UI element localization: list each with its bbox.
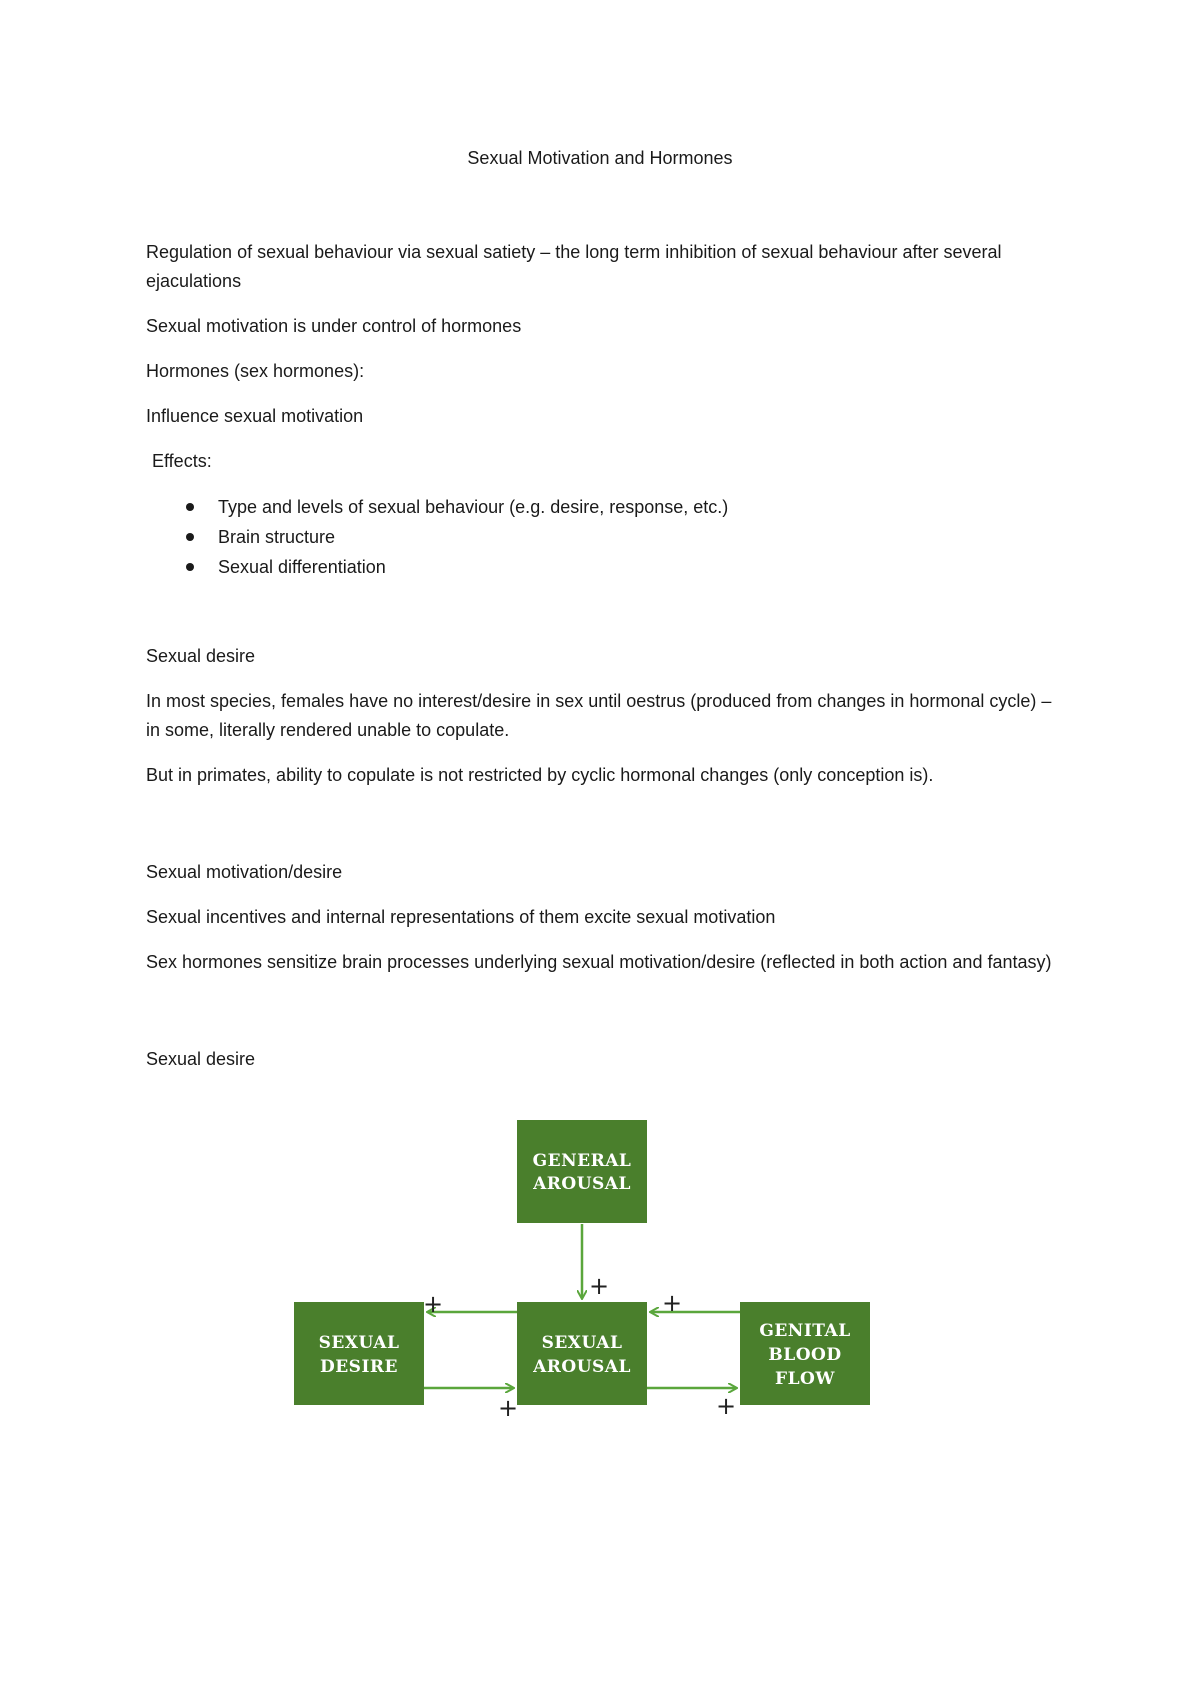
list-item: Brain structure	[218, 522, 1066, 552]
svg-text:BLOOD: BLOOD	[768, 1345, 842, 1365]
svg-text:GENITAL: GENITAL	[759, 1321, 851, 1341]
box-sexual-desire	[294, 1302, 424, 1405]
box-genital-blood-flow	[740, 1302, 870, 1405]
plus-sign: +	[716, 1392, 737, 1420]
paragraph-effects: Effects:	[152, 451, 212, 471]
svg-text:DESIRE: DESIRE	[319, 1357, 399, 1377]
list-item: Type and levels of sexual behaviour (e.g. desire, response, etc.)	[218, 492, 1066, 522]
heading-sexual-desire-2: Sexual desire	[146, 1049, 256, 1069]
svg-text:SEXUAL: SEXUAL	[541, 1333, 623, 1353]
box-sexual-arousal	[517, 1302, 647, 1405]
plus-sign: +	[662, 1289, 683, 1317]
heading-sexual-desire: Sexual desire	[146, 646, 256, 666]
svg-text:GENERAL: GENERAL	[532, 1151, 632, 1171]
list-item: Sexual differentiation	[218, 552, 1066, 582]
paragraph-oestrus: In most species, females have no interest/desire in sex until oestrus (produced from changes in hormonal cycle) – in some, literally rendered unable to copulate.	[146, 691, 1052, 740]
page-title: Sexual Motivation and Hormones	[467, 148, 733, 168]
svg-text:FLOW: FLOW	[775, 1369, 835, 1389]
paragraph-incentives: Sexual incentives and internal representations of them excite sexual motivation	[146, 907, 776, 927]
box-general-arousal	[517, 1120, 647, 1223]
paragraph-sex-hormones: Hormones (sex hormones):	[146, 361, 365, 381]
arousal-diagram	[280, 1098, 900, 1428]
paragraph-sensitize: Sex hormones sensitize brain processes underlying sexual motivation/desire (reflected in both action and fantasy)	[146, 952, 1052, 972]
paragraph-primates: But in primates, ability to copulate is not restricted by cyclic hormonal changes (only conception is).	[146, 765, 934, 785]
plus-sign: +	[589, 1272, 610, 1300]
plus-sign: +	[423, 1290, 444, 1318]
paragraph-satiety: Regulation of sexual behaviour via sexual satiety – the long term inhibition of sexual behaviour after several ejaculations	[146, 242, 1002, 291]
svg-text:AROUSAL: AROUSAL	[533, 1174, 631, 1194]
effects-list	[146, 492, 1066, 582]
plus-sign: +	[498, 1394, 519, 1422]
heading-sexual-motivation: Sexual motivation/desire	[146, 862, 343, 882]
document-body	[146, 238, 1066, 1090]
svg-text:SEXUAL: SEXUAL	[318, 1333, 400, 1353]
paragraph-influence: Influence sexual motivation	[146, 406, 364, 426]
svg-text:AROUSAL: AROUSAL	[533, 1357, 631, 1377]
paragraph-hormone-control: Sexual motivation is under control of hormones	[146, 316, 522, 336]
